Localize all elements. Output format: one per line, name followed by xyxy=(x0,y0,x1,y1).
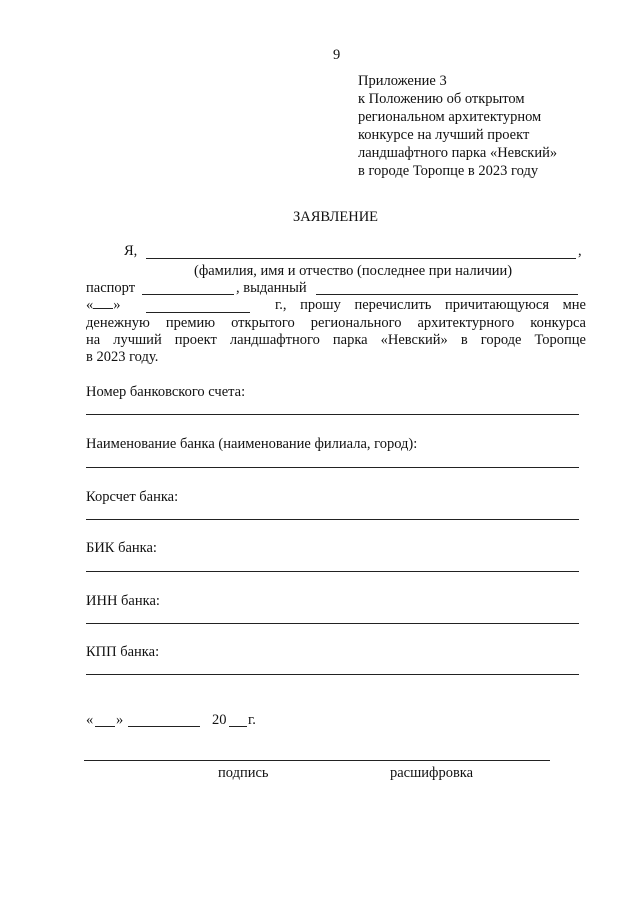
decode-caption: расшифровка xyxy=(390,765,474,781)
date-century: 20 xyxy=(212,712,227,728)
body-line-4: в 2023 году. xyxy=(86,349,159,365)
appendix-line-5: ландшафтного парка «Невский» xyxy=(358,145,558,161)
issued-label: , выданный xyxy=(236,280,307,296)
kpp-label: КПП банка: xyxy=(86,644,160,660)
passport-number-line xyxy=(142,294,234,295)
date-quote-open: « xyxy=(86,712,94,728)
quote-close: » xyxy=(113,297,121,313)
bank-name-label: Наименование банка (наименование филиала, город): xyxy=(86,436,418,452)
date-day-line xyxy=(95,726,115,727)
body-line-1-text: г., прошу перечислить причитающуюся мне xyxy=(274,297,586,313)
issue-day-blank xyxy=(93,308,113,309)
appendix-line-3: региональном архитектурном xyxy=(358,109,542,125)
bik-label: БИК банка: xyxy=(86,540,157,556)
issue-month-blank xyxy=(146,310,250,313)
body-line-1 xyxy=(86,298,586,313)
account-line xyxy=(86,414,579,415)
bik-line xyxy=(86,571,579,572)
account-label: Номер банковского счета: xyxy=(86,384,246,400)
page-number: 9 xyxy=(333,47,341,63)
appendix-line-6: в городе Торопце в 2023 году xyxy=(358,163,539,179)
appendix-line-4: конкурсе на лучший проект xyxy=(358,127,530,143)
body-line-2: денежную премию открытого регионального архитектурного конкурса xyxy=(86,315,586,331)
appendix-line-1: Приложение 3 xyxy=(358,73,447,89)
kpp-line xyxy=(86,674,579,675)
fio-line xyxy=(146,258,576,259)
signature-caption: подпись xyxy=(218,765,269,781)
document-title: ЗАЯВЛЕНИЕ xyxy=(293,209,379,225)
inn-label: ИНН банка: xyxy=(86,593,160,609)
fio-caption: (фамилия, имя и отчество (последнее при наличии) xyxy=(194,263,513,279)
applicant-prefix: Я, xyxy=(124,243,138,259)
bank-name-line xyxy=(86,467,579,468)
quote-open: « xyxy=(86,297,94,313)
body-line-3: на лучший проект ландшафтного парка «Невский» в городе Торопце xyxy=(86,332,586,348)
corr-account-label: Корсчет банка: xyxy=(86,489,179,505)
issued-by-line xyxy=(316,294,578,295)
date-year-suffix: г. xyxy=(248,712,256,728)
applicant-line-end: , xyxy=(578,243,582,259)
date-year-line xyxy=(229,726,247,727)
date-quote-close: » xyxy=(116,712,124,728)
passport-label: паспорт xyxy=(86,280,136,296)
appendix-line-2: к Положению об открытом xyxy=(358,91,525,107)
signature-line xyxy=(84,760,550,761)
date-month-line xyxy=(128,726,200,727)
issue-date-group xyxy=(86,298,121,313)
corr-account-line xyxy=(86,519,579,520)
inn-line xyxy=(86,623,579,624)
